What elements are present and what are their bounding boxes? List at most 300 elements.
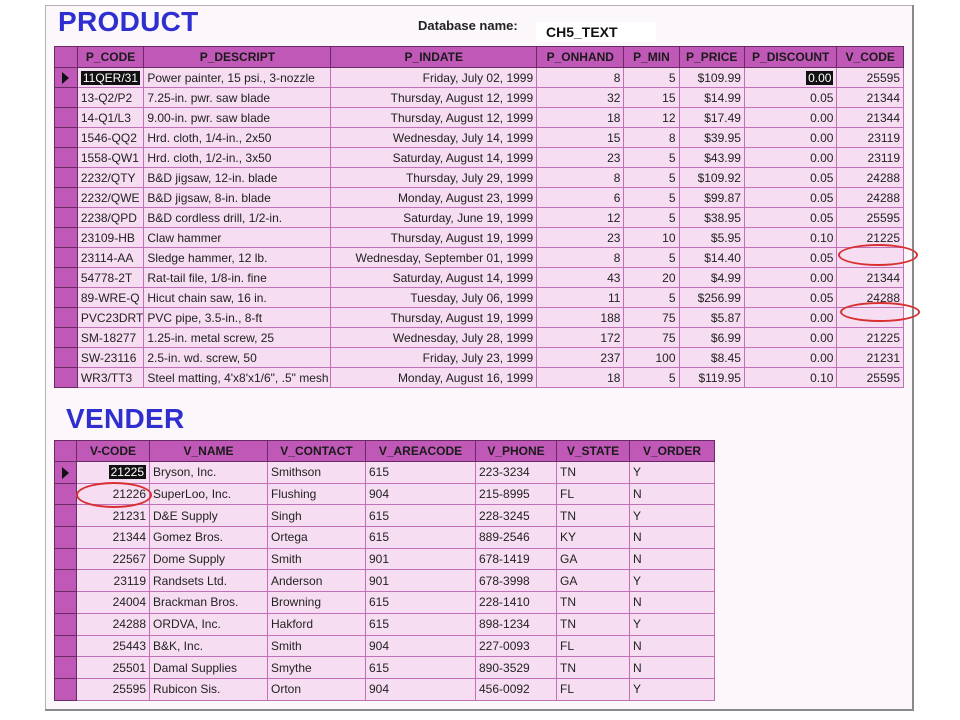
- table-cell[interactable]: [150, 613, 268, 635]
- table-cell[interactable]: [837, 328, 904, 348]
- cell-value: Y: [633, 465, 642, 480]
- column-header[interactable]: V_STATE: [557, 441, 630, 462]
- vender-row[interactable]: [55, 505, 715, 527]
- row-selector[interactable]: [55, 348, 78, 368]
- table-cell[interactable]: [476, 548, 557, 570]
- table-cell[interactable]: [331, 108, 537, 128]
- vender-row[interactable]: [55, 570, 715, 592]
- vender-row[interactable]: [55, 592, 715, 614]
- table-cell[interactable]: [144, 208, 331, 228]
- table-cell[interactable]: [679, 108, 744, 128]
- table-cell[interactable]: [150, 635, 268, 657]
- table-cell[interactable]: [150, 527, 268, 549]
- table-cell[interactable]: [837, 268, 904, 288]
- table-cell[interactable]: [624, 68, 679, 88]
- table-cell[interactable]: [744, 268, 836, 288]
- table-cell[interactable]: [366, 592, 476, 614]
- table-cell[interactable]: [366, 678, 476, 700]
- table-cell[interactable]: [476, 678, 557, 700]
- cell-value: N: [633, 638, 642, 653]
- table-cell[interactable]: [537, 128, 624, 148]
- table-cell[interactable]: [476, 635, 557, 657]
- table-cell[interactable]: [744, 88, 836, 108]
- table-cell[interactable]: [557, 548, 630, 570]
- table-cell[interactable]: [366, 483, 476, 505]
- table-cell[interactable]: [77, 592, 150, 614]
- table-cell[interactable]: [679, 228, 744, 248]
- table-cell[interactable]: [744, 188, 836, 208]
- table-cell[interactable]: [77, 548, 150, 570]
- cell-value: TN: [560, 617, 576, 632]
- vender-row[interactable]: [55, 527, 715, 549]
- table-cell[interactable]: [331, 368, 537, 388]
- table-cell[interactable]: [679, 328, 744, 348]
- table-cell[interactable]: [77, 328, 144, 348]
- row-selector[interactable]: [55, 678, 77, 700]
- table-cell[interactable]: [77, 148, 144, 168]
- table-cell[interactable]: [537, 308, 624, 328]
- table-cell[interactable]: [624, 368, 679, 388]
- table-cell[interactable]: [624, 228, 679, 248]
- table-cell[interactable]: [630, 635, 715, 657]
- column-header[interactable]: V_CODE: [837, 47, 904, 68]
- cell-value: 456-0092: [479, 682, 530, 697]
- row-selector[interactable]: [55, 527, 77, 549]
- cell-value: $8.45: [710, 350, 741, 365]
- table-cell[interactable]: [624, 88, 679, 108]
- product-row[interactable]: [55, 328, 904, 348]
- table-cell[interactable]: [624, 288, 679, 308]
- table-cell[interactable]: [77, 348, 144, 368]
- table-cell[interactable]: [837, 68, 904, 88]
- cell-value: GA: [560, 573, 578, 588]
- row-selector[interactable]: [55, 168, 78, 188]
- table-cell[interactable]: [77, 88, 144, 108]
- table-cell[interactable]: [77, 168, 144, 188]
- table-cell[interactable]: [630, 505, 715, 527]
- table-cell[interactable]: [77, 462, 150, 484]
- table-cell[interactable]: [144, 368, 331, 388]
- table-cell[interactable]: [268, 657, 366, 679]
- table-cell[interactable]: [150, 592, 268, 614]
- table-cell[interactable]: [630, 483, 715, 505]
- row-selector[interactable]: [55, 570, 77, 592]
- table-cell[interactable]: [837, 368, 904, 388]
- table-cell[interactable]: [77, 308, 144, 328]
- table-cell[interactable]: [144, 268, 331, 288]
- table-cell[interactable]: [144, 188, 331, 208]
- table-cell[interactable]: [77, 248, 144, 268]
- table-cell[interactable]: [630, 592, 715, 614]
- table-cell[interactable]: [331, 268, 537, 288]
- table-cell[interactable]: [144, 88, 331, 108]
- table-cell[interactable]: [837, 348, 904, 368]
- table-cell[interactable]: [268, 613, 366, 635]
- column-header[interactable]: V-CODE: [77, 441, 150, 462]
- table-cell[interactable]: [679, 208, 744, 228]
- cell-value: Saturday, August 14, 1999: [392, 150, 534, 165]
- cell-value: 5: [668, 290, 676, 305]
- table-cell[interactable]: [744, 128, 836, 148]
- table-cell[interactable]: [144, 328, 331, 348]
- table-cell[interactable]: [837, 88, 904, 108]
- table-cell[interactable]: [537, 248, 624, 268]
- cell-value: 21225: [866, 330, 900, 345]
- table-cell[interactable]: [624, 248, 679, 268]
- table-cell[interactable]: [744, 248, 836, 268]
- cell-value: 18: [607, 370, 621, 385]
- cell-value: 1558-QW1: [80, 150, 139, 165]
- table-cell[interactable]: [537, 68, 624, 88]
- table-cell[interactable]: [150, 483, 268, 505]
- product-row[interactable]: [55, 288, 904, 308]
- table-cell[interactable]: [557, 505, 630, 527]
- table-cell[interactable]: [744, 168, 836, 188]
- table-cell[interactable]: [366, 527, 476, 549]
- table-cell[interactable]: [331, 288, 537, 308]
- table-cell[interactable]: [679, 88, 744, 108]
- row-selector[interactable]: [55, 228, 78, 248]
- column-header[interactable]: P_PRICE: [679, 47, 744, 68]
- table-cell[interactable]: [624, 308, 679, 328]
- cell-value: Thursday, August 12, 1999: [390, 90, 534, 105]
- table-cell[interactable]: [557, 592, 630, 614]
- table-cell[interactable]: [144, 168, 331, 188]
- table-cell[interactable]: [77, 635, 150, 657]
- vender-row[interactable]: [55, 678, 715, 700]
- table-cell[interactable]: [331, 208, 537, 228]
- table-cell[interactable]: [144, 308, 331, 328]
- product-row[interactable]: [55, 188, 904, 208]
- table-cell[interactable]: [366, 613, 476, 635]
- cell-value: $5.87: [710, 310, 741, 325]
- table-cell[interactable]: [744, 348, 836, 368]
- column-header[interactable]: V_CONTACT: [268, 441, 366, 462]
- row-selector[interactable]: [55, 288, 78, 308]
- table-cell[interactable]: [150, 657, 268, 679]
- table-cell[interactable]: [77, 678, 150, 700]
- table-cell[interactable]: [837, 208, 904, 228]
- table-cell[interactable]: [77, 288, 144, 308]
- cell-value: 615: [369, 595, 390, 610]
- table-cell[interactable]: [557, 527, 630, 549]
- table-cell[interactable]: [331, 308, 537, 328]
- cell-value: GA: [560, 552, 578, 567]
- table-cell[interactable]: [77, 505, 150, 527]
- vender-row[interactable]: [55, 635, 715, 657]
- table-cell[interactable]: [744, 148, 836, 168]
- table-cell[interactable]: [150, 462, 268, 484]
- table-cell[interactable]: [679, 68, 744, 88]
- table-cell[interactable]: [476, 570, 557, 592]
- product-row[interactable]: [55, 148, 904, 168]
- annotation-oval-missing-vcode-1: [838, 244, 918, 266]
- table-cell[interactable]: [624, 128, 679, 148]
- table-cell[interactable]: [624, 168, 679, 188]
- cell-value: Damal Supplies: [153, 660, 238, 675]
- cell-value: Bryson, Inc.: [153, 465, 217, 480]
- table-cell[interactable]: [624, 208, 679, 228]
- row-selector[interactable]: [55, 613, 77, 635]
- table-cell[interactable]: [331, 168, 537, 188]
- table-cell[interactable]: [144, 148, 331, 168]
- table-cell[interactable]: [331, 128, 537, 148]
- row-selector[interactable]: [55, 108, 78, 128]
- table-cell[interactable]: [624, 328, 679, 348]
- table-cell[interactable]: [624, 268, 679, 288]
- table-cell[interactable]: [630, 678, 715, 700]
- cell-value: 14-Q1/L3: [80, 110, 131, 125]
- product-row[interactable]: [55, 68, 904, 88]
- table-cell[interactable]: [77, 368, 144, 388]
- row-selector[interactable]: [55, 328, 78, 348]
- table-cell[interactable]: [144, 128, 331, 148]
- table-cell[interactable]: [331, 328, 537, 348]
- column-header[interactable]: P_ONHAND: [537, 47, 624, 68]
- table-cell[interactable]: [366, 570, 476, 592]
- table-cell[interactable]: [476, 462, 557, 484]
- row-selector[interactable]: [55, 188, 78, 208]
- table-cell[interactable]: [630, 462, 715, 484]
- table-cell[interactable]: [630, 548, 715, 570]
- table-cell[interactable]: [744, 68, 836, 88]
- table-cell[interactable]: [537, 168, 624, 188]
- table-cell[interactable]: [476, 592, 557, 614]
- table-cell[interactable]: [537, 328, 624, 348]
- table-cell[interactable]: [679, 268, 744, 288]
- vender-row[interactable]: [55, 462, 715, 484]
- table-cell[interactable]: [744, 328, 836, 348]
- table-cell[interactable]: [476, 613, 557, 635]
- cell-value: 25595: [866, 210, 900, 225]
- product-row[interactable]: [55, 348, 904, 368]
- table-cell[interactable]: [144, 108, 331, 128]
- table-cell[interactable]: [537, 228, 624, 248]
- row-selector[interactable]: [55, 505, 77, 527]
- table-cell[interactable]: [630, 657, 715, 679]
- table-cell[interactable]: [144, 288, 331, 308]
- table-cell[interactable]: [268, 483, 366, 505]
- table-cell[interactable]: [331, 148, 537, 168]
- table-cell[interactable]: [557, 462, 630, 484]
- table-cell[interactable]: [476, 505, 557, 527]
- column-header[interactable]: P_DESCRIPT: [144, 47, 331, 68]
- cell-value: Flushing: [271, 487, 317, 502]
- column-header[interactable]: P_MIN: [624, 47, 679, 68]
- table-cell[interactable]: [150, 505, 268, 527]
- table-cell[interactable]: [679, 148, 744, 168]
- table-cell[interactable]: [537, 208, 624, 228]
- table-cell[interactable]: [77, 188, 144, 208]
- table-cell[interactable]: [537, 288, 624, 308]
- product-row[interactable]: [55, 168, 904, 188]
- row-selector[interactable]: [55, 88, 78, 108]
- row-selector[interactable]: [55, 548, 77, 570]
- table-cell[interactable]: [268, 527, 366, 549]
- table-cell[interactable]: [557, 678, 630, 700]
- product-row[interactable]: [55, 368, 904, 388]
- table-cell[interactable]: [679, 128, 744, 148]
- table-cell[interactable]: [537, 148, 624, 168]
- table-cell[interactable]: [679, 348, 744, 368]
- column-header[interactable]: V_PHONE: [476, 441, 557, 462]
- cell-value: 0.05: [810, 190, 834, 205]
- table-cell[interactable]: [366, 657, 476, 679]
- table-cell[interactable]: [476, 483, 557, 505]
- table-cell[interactable]: [268, 635, 366, 657]
- table-cell[interactable]: [744, 108, 836, 128]
- table-cell[interactable]: [744, 308, 836, 328]
- table-cell[interactable]: [331, 188, 537, 208]
- table-cell[interactable]: [624, 148, 679, 168]
- cell-value: 32: [607, 90, 621, 105]
- table-cell[interactable]: [331, 348, 537, 368]
- table-cell[interactable]: [268, 678, 366, 700]
- row-selector[interactable]: [55, 592, 77, 614]
- row-selector[interactable]: [55, 68, 78, 88]
- column-header[interactable]: P_INDATE: [331, 47, 537, 68]
- table-cell[interactable]: [366, 462, 476, 484]
- table-cell[interactable]: [476, 527, 557, 549]
- cell-value: Smithson: [271, 465, 322, 480]
- column-header[interactable]: V_NAME: [150, 441, 268, 462]
- table-cell[interactable]: [144, 348, 331, 368]
- table-cell[interactable]: [331, 248, 537, 268]
- table-cell[interactable]: [537, 268, 624, 288]
- table-cell[interactable]: [150, 678, 268, 700]
- table-cell[interactable]: [77, 128, 144, 148]
- table-cell[interactable]: [144, 228, 331, 248]
- table-cell[interactable]: [537, 108, 624, 128]
- table-cell[interactable]: [744, 228, 836, 248]
- table-cell[interactable]: [537, 88, 624, 108]
- table-cell[interactable]: [77, 613, 150, 635]
- table-cell[interactable]: [557, 483, 630, 505]
- product-row[interactable]: [55, 248, 904, 268]
- table-cell[interactable]: [837, 168, 904, 188]
- table-cell[interactable]: [331, 88, 537, 108]
- table-cell[interactable]: [630, 613, 715, 635]
- table-cell[interactable]: [77, 208, 144, 228]
- table-cell[interactable]: [837, 188, 904, 208]
- row-selector[interactable]: [55, 208, 78, 228]
- table-cell[interactable]: [77, 570, 150, 592]
- table-cell[interactable]: [557, 570, 630, 592]
- row-selector[interactable]: [55, 248, 78, 268]
- table-cell[interactable]: [77, 228, 144, 248]
- vender-row[interactable]: [55, 483, 715, 505]
- table-cell[interactable]: [268, 570, 366, 592]
- row-selector[interactable]: [55, 128, 78, 148]
- table-cell[interactable]: [537, 188, 624, 208]
- table-cell[interactable]: [624, 108, 679, 128]
- table-cell[interactable]: [679, 168, 744, 188]
- product-row[interactable]: [55, 208, 904, 228]
- cell-value: 188: [600, 310, 621, 325]
- table-cell[interactable]: [679, 188, 744, 208]
- row-selector[interactable]: [55, 308, 78, 328]
- cell-value: 215-8995: [479, 487, 530, 502]
- row-selector[interactable]: [55, 483, 77, 505]
- cell-value: 223-3234: [479, 465, 530, 480]
- table-cell[interactable]: [744, 368, 836, 388]
- table-cell[interactable]: [744, 288, 836, 308]
- table-cell[interactable]: [150, 548, 268, 570]
- table-cell[interactable]: [537, 348, 624, 368]
- table-cell[interactable]: [837, 128, 904, 148]
- table-cell[interactable]: [624, 188, 679, 208]
- table-cell[interactable]: [557, 635, 630, 657]
- table-cell[interactable]: [77, 657, 150, 679]
- table-cell[interactable]: [679, 368, 744, 388]
- product-row[interactable]: [55, 88, 904, 108]
- table-cell[interactable]: [268, 505, 366, 527]
- table-cell[interactable]: [679, 288, 744, 308]
- table-cell[interactable]: [366, 635, 476, 657]
- table-cell[interactable]: [679, 248, 744, 268]
- table-cell[interactable]: [331, 228, 537, 248]
- row-selector[interactable]: [55, 268, 78, 288]
- column-header[interactable]: V_AREACODE: [366, 441, 476, 462]
- table-cell[interactable]: [476, 657, 557, 679]
- vender-row[interactable]: [55, 657, 715, 679]
- table-cell[interactable]: [268, 462, 366, 484]
- cell-value: Friday, July 23, 1999: [422, 350, 534, 365]
- table-cell[interactable]: [624, 348, 679, 368]
- row-selector[interactable]: [55, 657, 77, 679]
- table-cell[interactable]: [630, 570, 715, 592]
- column-header[interactable]: P_CODE: [77, 47, 144, 68]
- cell-value: 172: [600, 330, 621, 345]
- table-cell[interactable]: [837, 108, 904, 128]
- row-selector[interactable]: [55, 635, 77, 657]
- product-row[interactable]: [55, 268, 904, 288]
- table-cell[interactable]: [77, 268, 144, 288]
- table-cell[interactable]: [77, 108, 144, 128]
- table-cell[interactable]: [537, 368, 624, 388]
- table-cell[interactable]: [837, 148, 904, 168]
- table-cell[interactable]: [630, 527, 715, 549]
- table-cell[interactable]: [268, 548, 366, 570]
- table-cell[interactable]: [744, 208, 836, 228]
- table-cell[interactable]: [679, 308, 744, 328]
- row-selector[interactable]: [55, 462, 77, 484]
- table-cell[interactable]: [366, 548, 476, 570]
- table-cell[interactable]: [77, 527, 150, 549]
- table-cell[interactable]: [150, 570, 268, 592]
- table-cell[interactable]: [144, 68, 331, 88]
- table-cell[interactable]: [331, 68, 537, 88]
- table-cell[interactable]: [268, 592, 366, 614]
- table-cell[interactable]: [77, 68, 144, 88]
- product-row[interactable]: [55, 108, 904, 128]
- table-cell[interactable]: [144, 248, 331, 268]
- cell-value: 227-0093: [479, 638, 530, 653]
- table-cell[interactable]: [557, 613, 630, 635]
- row-selector[interactable]: [55, 148, 78, 168]
- table-cell[interactable]: [557, 657, 630, 679]
- cell-value: 89-WRE-Q: [80, 290, 140, 305]
- vender-row[interactable]: [55, 548, 715, 570]
- product-row[interactable]: [55, 128, 904, 148]
- row-selector[interactable]: [55, 368, 78, 388]
- column-header[interactable]: P_DISCOUNT: [744, 47, 836, 68]
- product-row[interactable]: [55, 228, 904, 248]
- product-row[interactable]: [55, 308, 904, 328]
- table-cell[interactable]: [366, 505, 476, 527]
- column-header[interactable]: V_ORDER: [630, 441, 715, 462]
- vender-row[interactable]: [55, 613, 715, 635]
